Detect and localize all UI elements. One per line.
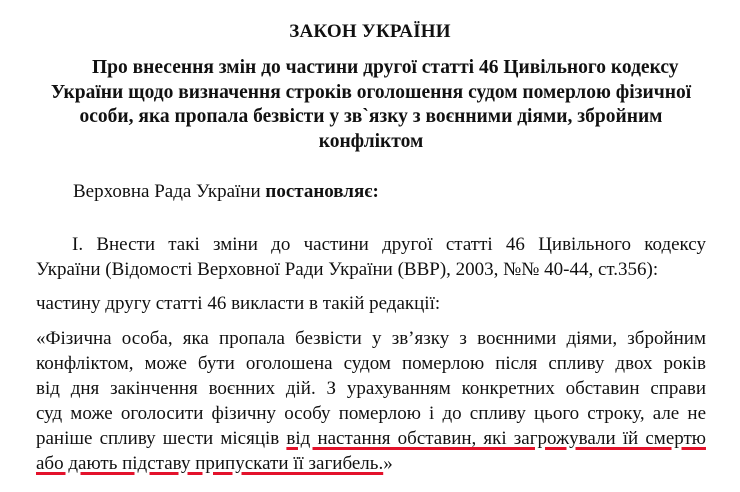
law-subtitle bbox=[36, 56, 706, 154]
section-2 bbox=[36, 291, 706, 316]
preamble bbox=[73, 181, 379, 203]
highlighted-text: від настання обставин, які загрожували їй смертю bbox=[286, 428, 706, 449]
closing-quote-mark: » bbox=[383, 453, 393, 474]
section-1-line: І. Внести такі зміни до частини другої статті 46 Цивільного кодексу bbox=[72, 234, 706, 255]
quote-line: конфліктом, може бути оголошена судом померлою після спливу двох років bbox=[36, 353, 706, 374]
subtitle-line: особи, яка пропала безвісти у зв`язку з воєнними діями, збройним bbox=[79, 106, 663, 127]
quote-line bbox=[36, 426, 706, 451]
subtitle-line: конфліктом bbox=[318, 130, 424, 152]
quote-line bbox=[36, 451, 706, 476]
highlighted-text: або дають підставу припускати її загибель. bbox=[36, 453, 384, 474]
law-title: ЗАКОН УКРАЇНИ bbox=[289, 21, 451, 42]
quote-line: суд може оголосити фізичну особу померлою і до спливу цього строку, але не bbox=[36, 403, 706, 424]
quote-plain-text: раніше спливу шести місяців bbox=[36, 428, 287, 449]
amended-text-quote bbox=[36, 326, 706, 476]
section-1 bbox=[36, 232, 706, 282]
preamble-text: Верховна Рада України bbox=[73, 181, 266, 202]
quote-line: «Фізична особа, яка пропала безвісти у зв’язку з воєнними діями, збройним bbox=[36, 328, 706, 349]
section-2-line: частину другу статті 46 викласти в такій редакції: bbox=[36, 293, 441, 314]
quote-line: від дня закінчення воєнних дій. З урахуванням конкретних обставин справи bbox=[36, 378, 706, 399]
section-1-line: України (Відомості Верховної Ради України (ВВР), 2003, №№ 40-44, ст.356): bbox=[36, 259, 659, 280]
subtitle-line: України щодо визначення строків оголошення судом померлою фізичної bbox=[50, 81, 692, 103]
preamble-verb: постановляє: bbox=[265, 181, 379, 202]
subtitle-line: Про внесення змін до частини другої статті 46 Цивільного кодексу bbox=[92, 57, 679, 78]
